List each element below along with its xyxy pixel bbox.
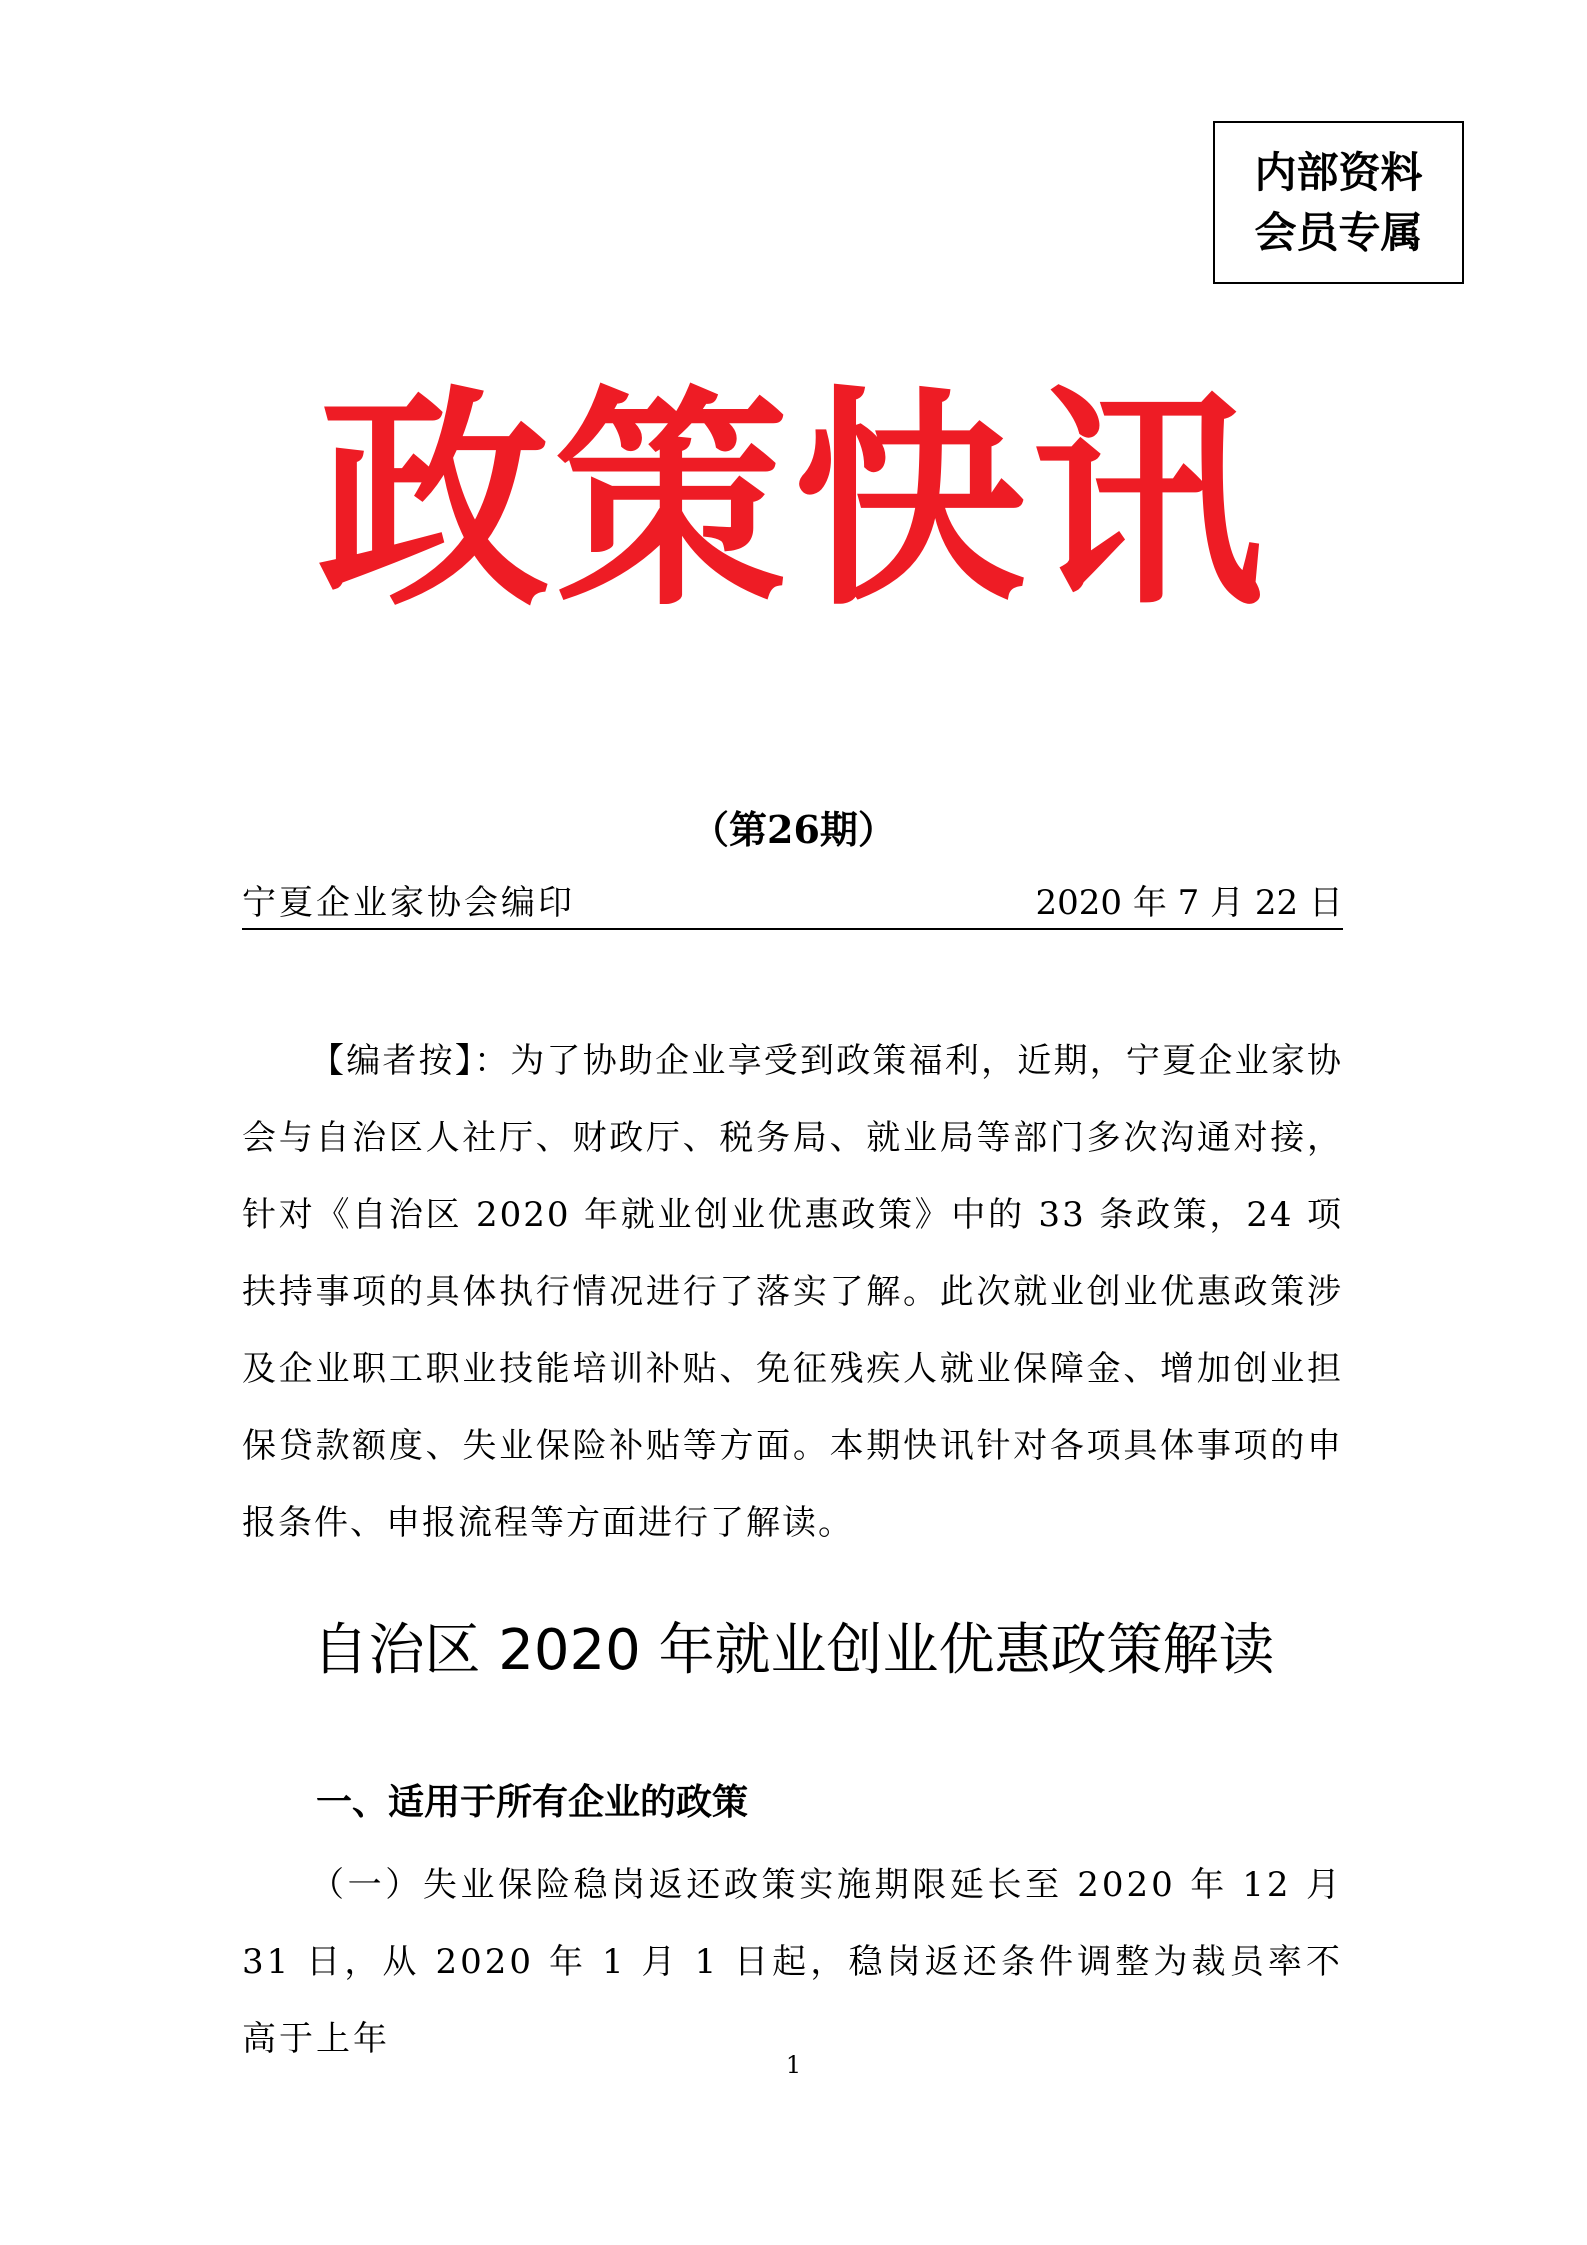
document-title: 自治区 2020 年就业创业优惠政策解读	[312, 1618, 1275, 1683]
editor-note-text: ：为了协助企业享受到政策福利，近期，宁夏企业家协会与自治区人社厅、财政厅、税务局、就业局等部门多次沟通对接，针对《自治区 2020 年就业创业优惠政策》中的 33 条政策，24 项扶持事项的具体执行情况进行了落实了解。此次就业创业优惠政策涉及企业职工职业技能培训补贴、免征残疾人就业保障金、增加创业担保贷款额度、失业保险补贴等方面。本期快讯针对各项具体事项的申报条件、申报流程等方面进行了解读。	[242, 1041, 1344, 1543]
publisher-name: 宁夏企业家协会编印	[242, 883, 575, 923]
stamp-line-2: 会员专属	[1254, 207, 1423, 257]
issue-number: （第26期）	[691, 807, 896, 852]
editor-note	[242, 1023, 1343, 1562]
stamp-line-1: 内部资料	[1254, 147, 1423, 197]
body-paragraph: （一）失业保险稳岗返还政策实施期限延长至 2020 年 12 月 31 日，从 2020 年 1 月 1 日起，稳岗返还条件调整为裁员率不高于上年	[242, 1865, 1343, 2059]
publish-date: 2020 年 7 月 22 日	[1035, 883, 1343, 923]
masthead-title: 政策快讯	[317, 367, 1270, 637]
page-number: 1	[785, 2051, 802, 2079]
internal-material-stamp	[1213, 121, 1464, 284]
editor-note-label: 【编者按】	[310, 1041, 475, 1081]
section-heading: 一、适用于所有企业的政策	[316, 1782, 749, 1823]
publisher-line	[242, 878, 1343, 930]
